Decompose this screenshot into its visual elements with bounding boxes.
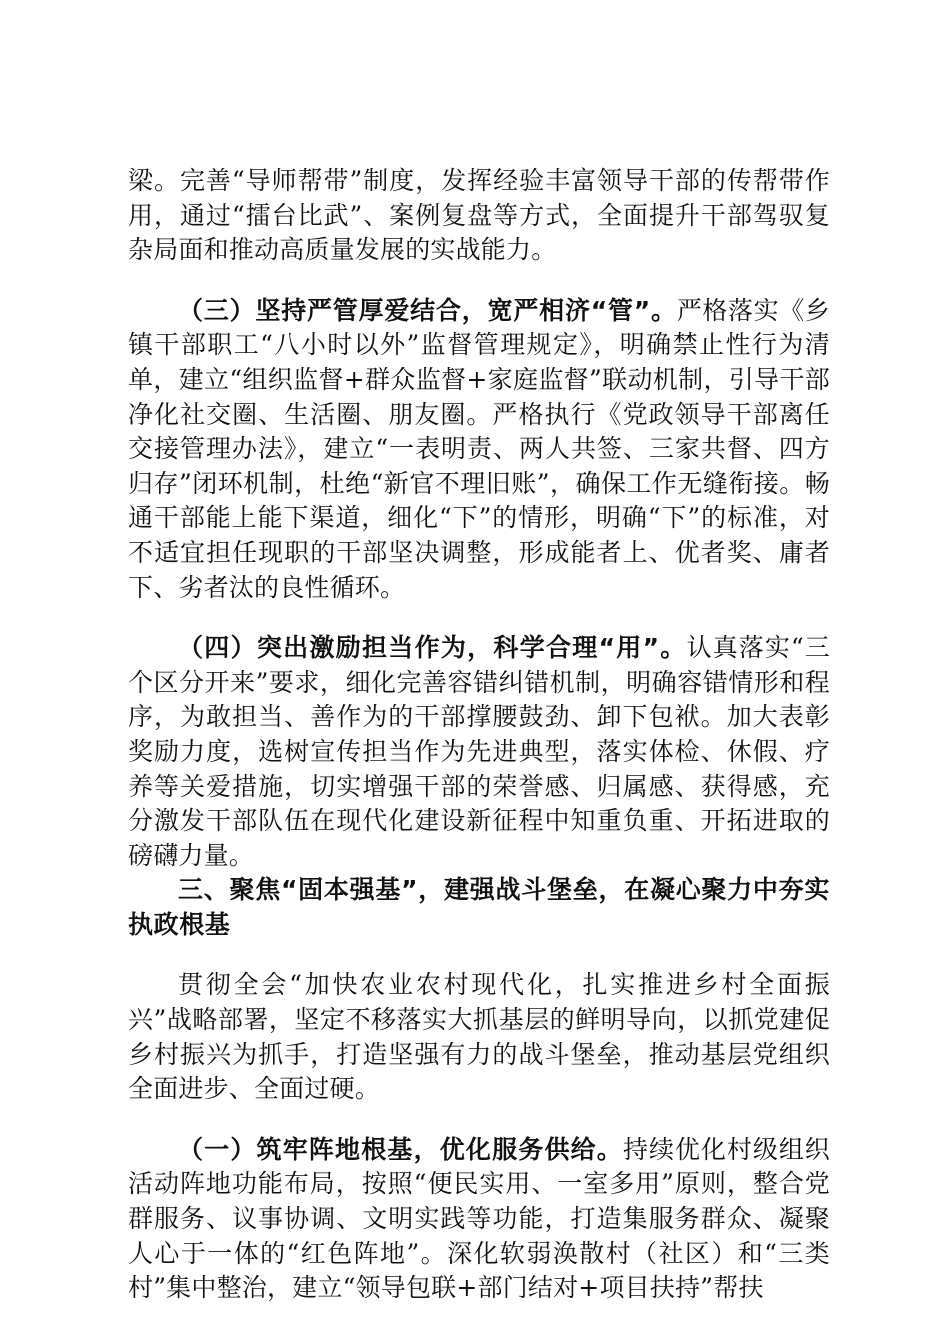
- paragraph-section-4: [128, 631, 830, 873]
- paragraph-sub-1: [128, 1133, 830, 1306]
- section-4-lead: （四）突出激励担当作为，科学合理“用”。: [178, 633, 687, 663]
- paragraph-section-3: [128, 294, 830, 605]
- section-3-lead: （三）坚持严管厚爱结合，宽严相济“管”。: [178, 295, 677, 325]
- paragraph-intro: [128, 968, 830, 1106]
- section-4-body: 认真落实“三个区分开来”要求，细化完善容错纠错机制，明确容错情形和程序，为敢担当、善作为的干部撑腰鼓劲、卸下包袱。加大表彰奖励力度，选树宣传担当作为先进典型，落实体检、休假、疗养等关爱措施，切实增强干部的荣誉感、归属感、获得感，充分激发干部队伍在现代化建设新征程中知重负重、开拓进取的磅礴力量。: [128, 633, 830, 870]
- section-3-body: 严格落实《乡镇干部职工“八小时以外”监督管理规定》，明确禁止性行为清单，建立“组织监督+群众监督+家庭监督”联动机制，引导干部净化社交圈、生活圈、朋友圈。严格执行《党政领导干部离任交接管理办法》，建立“一表明责、两人共签、三家共督、四方归存”闭环机制，杜绝“新官不理旧账”，确保工作无缝衔接。畅通干部能上能下渠道，细化“下”的情形，明确“下”的标准，对不适宜担任现职的干部坚决调整，形成能者上、优者奖、庸者下、劣者汰的良性循环。: [128, 295, 830, 602]
- heading-part-3: 三、聚焦“固本强基”，建强战斗堡垒，在凝心聚力中夯实执政根基: [128, 875, 830, 939]
- paragraph-continued: [128, 164, 830, 268]
- sub-1-body: 持续优化村级组织活动阵地功能布局，按照“便民实用、一室多用”原则，整合党群服务、议事协调、文明实践等功能，打造集服务群众、凝聚人心于一体的“红色阵地”。深化软弱涣散村（社区）和“三类村”集中整治，建立“领导包联+部门结对+项目扶持”帮扶: [128, 1134, 830, 1303]
- intro-text: 贯彻全会“加快农业农村现代化，扎实推进乡村全面振兴”战略部署，坚定不移落实大抓基层的鲜明导向，以抓党建促乡村振兴为抓手，打造坚强有力的战斗堡垒，推动基层党组织全面进步、全面过硬。: [128, 970, 830, 1104]
- paragraph-text: 梁。完善“导师帮带”制度，发挥经验丰富领导干部的传帮带作用，通过“擂台比武”、案例复盘等方式，全面提升干部驾驭复杂局面和推动高质量发展的实战能力。: [128, 166, 830, 265]
- document-body: [128, 164, 830, 1306]
- sub-1-lead: （一）筑牢阵地根基，优化服务供给。: [178, 1134, 623, 1164]
